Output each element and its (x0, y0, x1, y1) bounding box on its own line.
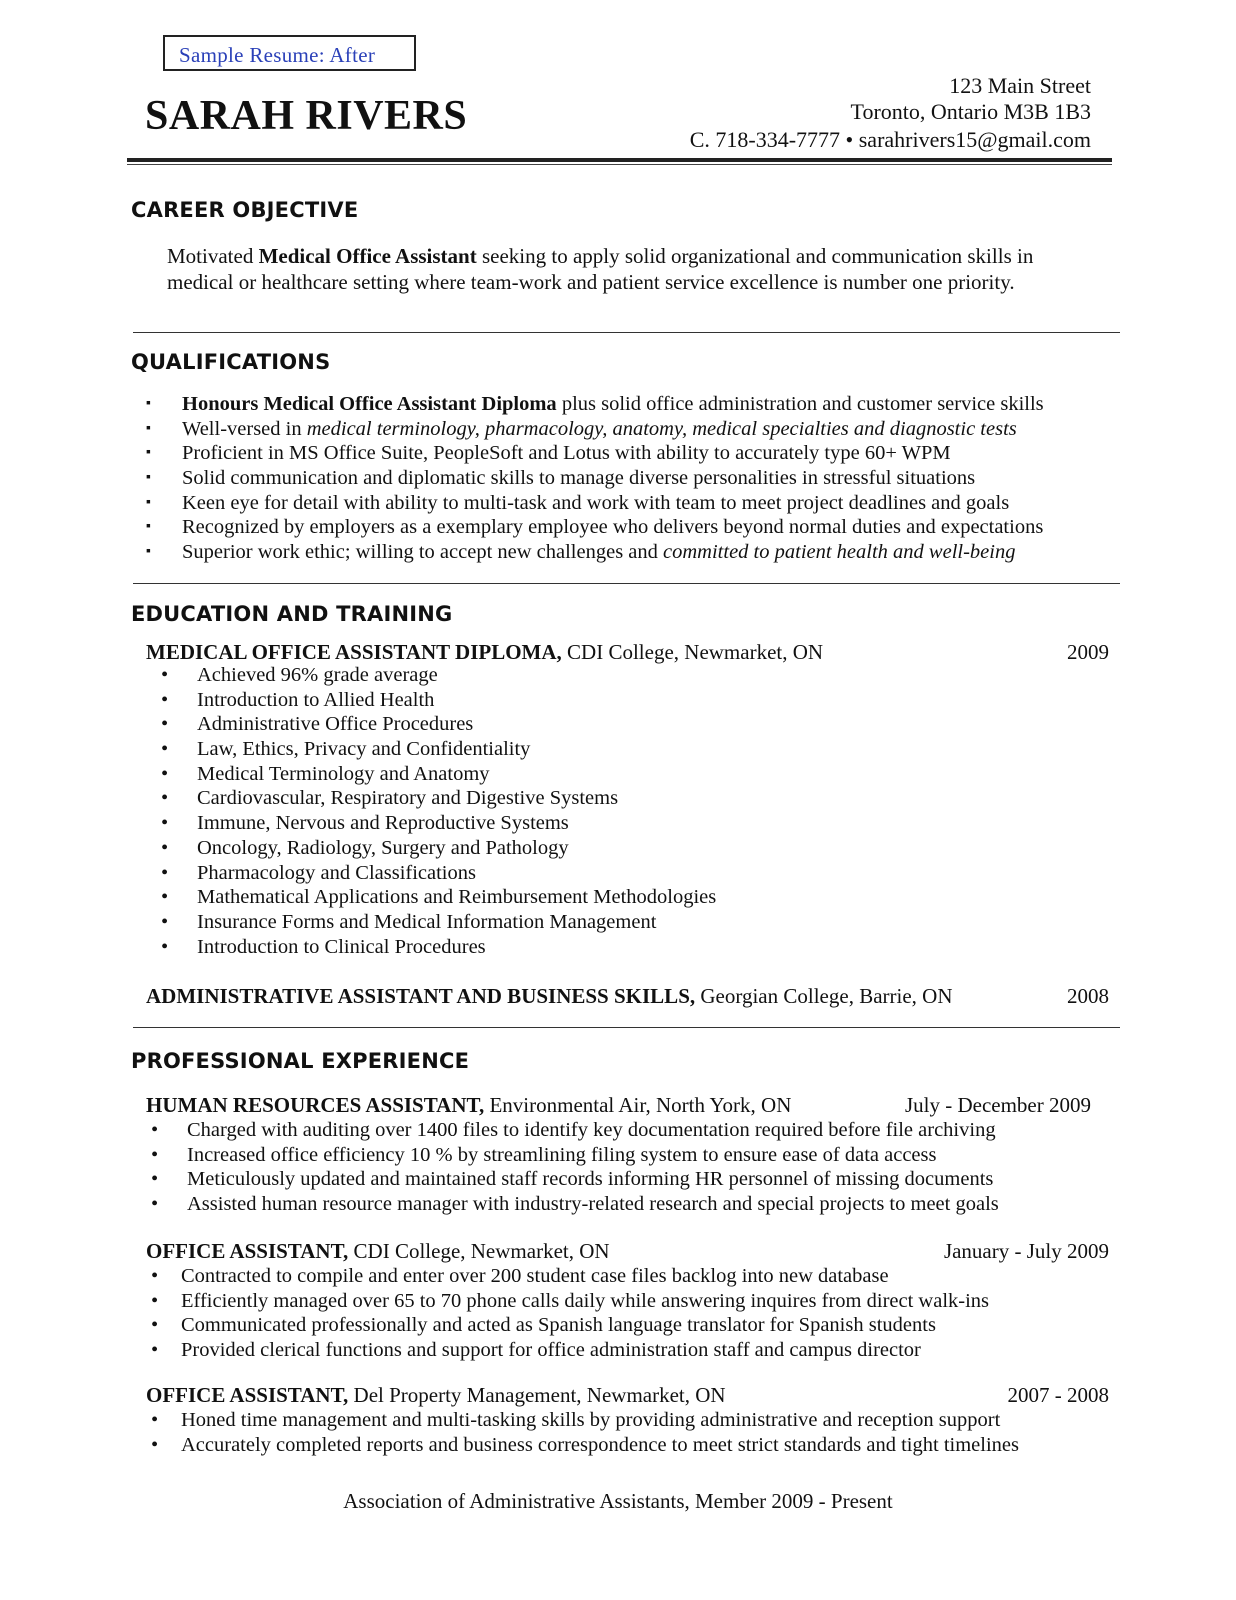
objective-line-2: medical or healthcare setting where team-work and patient service excellence is number one priority. (167, 270, 1015, 294)
education-degree: MEDICAL OFFICE ASSISTANT DIPLOMA, (146, 640, 562, 664)
square-bullet-icon: ▪ (146, 544, 151, 560)
objective-role: Medical Office Assistant (258, 244, 477, 268)
contact-info: C. 718-334-7777 • sarahrivers15@gmail.com (689, 127, 1091, 152)
section-heading-qualifications: QUALIFICATIONS (131, 350, 331, 374)
square-bullet-icon: ▪ (146, 470, 151, 486)
course-label: Pharmacology and Classifications (197, 861, 476, 884)
course-item (155, 811, 716, 836)
job-title: HUMAN RESOURCES ASSISTANT, (146, 1093, 485, 1117)
bullet-icon: • (151, 1289, 159, 1312)
bullet-icon: • (161, 861, 169, 884)
qualification-item (142, 515, 1044, 540)
course-item (155, 885, 716, 910)
course-label: Medical Terminology and Anatomy (197, 762, 490, 785)
qualification-item (142, 491, 1044, 516)
education-school: CDI College, Newmarket, ON (561, 640, 824, 664)
duty-item (148, 1289, 989, 1314)
qualification-bold: Honours Medical Office Assistant Diploma (182, 393, 557, 415)
qualification-italic: medical terminology, pharmacology, anatomy, medical specialties and diagnostic tests (306, 417, 1017, 440)
course-label: Mathematical Applications and Reimbursement Methodologies (197, 886, 717, 909)
duty-item (148, 1143, 999, 1168)
address-street: 123 Main Street (949, 73, 1091, 98)
section-heading-objective: CAREER OBJECTIVE (131, 198, 359, 222)
job-title: OFFICE ASSISTANT, (146, 1383, 349, 1407)
square-bullet-icon: ▪ (146, 519, 151, 535)
course-list (155, 663, 716, 959)
qualification-item (142, 417, 1044, 442)
course-item (155, 910, 716, 935)
qualification-item (142, 392, 1044, 417)
bullet-icon: • (161, 738, 169, 761)
duty-list (148, 1118, 999, 1217)
duty-item (148, 1118, 999, 1143)
bullet-icon: • (161, 688, 169, 711)
bullet-icon: • (161, 910, 169, 933)
qualification-item (142, 540, 1044, 565)
qualification-italic: committed to patient health and well-being (663, 541, 1016, 564)
course-label: Introduction to Clinical Procedures (197, 935, 486, 958)
duty-item (148, 1313, 989, 1338)
education-entry-title (146, 640, 823, 665)
course-label: Immune, Nervous and Reproductive Systems (197, 812, 569, 835)
bullet-icon: • (161, 762, 169, 785)
objective-line-1 (167, 243, 1033, 269)
bullet-icon: • (161, 787, 169, 810)
duty-label: Contracted to compile and enter over 200 student case files backlog into new database (181, 1265, 889, 1287)
duty-label: Meticulously updated and maintained staff records informing HR personnel of missing documents (187, 1168, 994, 1191)
qualification-item (142, 466, 1044, 491)
course-label: Law, Ethics, Privacy and Confidentiality (197, 738, 531, 761)
duty-item (148, 1264, 989, 1289)
duty-label: Provided clerical functions and support for office administration staff and campus director (181, 1339, 921, 1362)
duty-label: Accurately completed reports and business correspondence to meet strict standards and tight timelines (181, 1433, 1019, 1456)
bullet-icon: • (151, 1433, 159, 1456)
qualification-text: Proficient in MS Office Suite, PeopleSoft and Lotus with ability to accurately type 60+ WPM (182, 442, 951, 465)
bullet-icon: • (151, 1339, 159, 1362)
education-entry-title (146, 984, 953, 1009)
bullet-icon: • (161, 836, 169, 859)
bullet-icon: • (151, 1314, 159, 1337)
objective-prefix: Motivated (167, 244, 259, 268)
course-label: Insurance Forms and Medical Information Management (197, 910, 657, 933)
qualification-text: Recognized by employers as a exemplary employee who delivers beyond normal duties and expectations (182, 516, 1044, 539)
duty-label: Charged with auditing over 1400 files to identify key documentation required before file archiving (187, 1119, 996, 1141)
job-date: January - July 2009 (943, 1239, 1109, 1263)
duty-label: Communicated professionally and acted as Spanish language translator for Spanish students (181, 1314, 936, 1337)
education-date: 2009 (1067, 640, 1109, 664)
course-label: Cardiovascular, Respiratory and Digestive Systems (197, 787, 619, 810)
course-item (155, 861, 716, 886)
course-item (155, 836, 716, 861)
course-item (155, 762, 716, 787)
bullet-icon: • (151, 1193, 159, 1216)
duty-list (148, 1264, 989, 1363)
course-label: Oncology, Radiology, Surgery and Pathology (197, 836, 569, 859)
job-title-line (146, 1239, 610, 1264)
bullet-icon: • (161, 664, 169, 686)
section-divider (133, 332, 1120, 333)
address-city: Toronto, Ontario M3B 1B3 (850, 99, 1091, 124)
duty-item (148, 1167, 999, 1192)
duty-list (148, 1408, 1019, 1457)
duty-label: Increased office efficiency 10 % by streamlining filing system to ensure ease of data access (187, 1143, 937, 1166)
course-item (155, 786, 716, 811)
duty-item (148, 1408, 1019, 1433)
candidate-name: SARAH RIVERS (145, 93, 468, 139)
bullet-icon: • (161, 713, 169, 736)
sample-tag-label: Sample Resume: After (179, 43, 376, 67)
job-employer: Del Property Management, Newmarket, ON (348, 1383, 726, 1407)
bullet-icon: • (161, 886, 169, 909)
bullet-icon: • (151, 1265, 159, 1287)
bullet-icon: • (161, 935, 169, 958)
course-item (155, 737, 716, 762)
job-title: OFFICE ASSISTANT, (146, 1239, 349, 1263)
qualification-text: plus solid office administration and customer service skills (556, 393, 1044, 415)
course-label: Administrative Office Procedures (197, 713, 474, 736)
section-divider (133, 583, 1120, 584)
qualification-text: Well-versed in (182, 417, 307, 440)
job-date: 2007 - 2008 (1007, 1383, 1109, 1407)
job-title-line (146, 1383, 726, 1408)
course-item (155, 688, 716, 713)
header-rule-thick (127, 158, 1112, 162)
square-bullet-icon: ▪ (146, 494, 151, 510)
square-bullet-icon: ▪ (146, 420, 151, 436)
duty-label: Honed time management and multi-tasking skills by providing administrative and reception support (181, 1409, 1001, 1431)
job-employer: CDI College, Newmarket, ON (348, 1239, 610, 1263)
section-heading-experience: PROFESSIONAL EXPERIENCE (131, 1049, 470, 1073)
section-divider (133, 1027, 1120, 1028)
bullet-icon: • (151, 1119, 159, 1141)
membership-line: Association of Administrative Assistants, Member 2009 - Present (343, 1489, 893, 1513)
bullet-icon: • (151, 1143, 159, 1166)
duty-item (148, 1433, 1019, 1458)
course-label: Introduction to Allied Health (197, 688, 435, 711)
objective-line1-rest: seeking to apply solid organizational and communication skills in (476, 244, 1034, 268)
square-bullet-icon: ▪ (146, 396, 151, 411)
education-date: 2008 (1067, 984, 1109, 1008)
course-item (155, 935, 716, 960)
qualification-text: Solid communication and diplomatic skills to manage diverse personalities in stressful situations (182, 467, 976, 490)
job-title-line (146, 1093, 791, 1118)
education-school: Georgian College, Barrie, ON (695, 984, 953, 1008)
qualification-text: Keen eye for detail with ability to multi-task and work with team to meet project deadlines and goals (182, 491, 1010, 514)
course-item (155, 712, 716, 737)
qualification-item (142, 441, 1044, 466)
course-label: Achieved 96% grade average (197, 664, 438, 686)
job-date: July - December 2009 (904, 1093, 1091, 1117)
qualification-text: Superior work ethic; willing to accept new challenges and (182, 541, 664, 564)
education-degree: ADMINISTRATIVE ASSISTANT AND BUSINESS SKILLS, (146, 984, 696, 1008)
bullet-icon: • (151, 1168, 159, 1191)
header-rule-thin (127, 164, 1112, 165)
bullet-icon: • (151, 1409, 159, 1431)
square-bullet-icon: ▪ (146, 445, 151, 461)
duty-item (148, 1338, 989, 1363)
bullet-icon: • (161, 812, 169, 835)
course-item (155, 663, 716, 688)
duty-item (148, 1192, 999, 1217)
qualifications-list (142, 392, 1044, 565)
duty-label: Efficiently managed over 65 to 70 phone calls daily while answering inquires from direct walk-ins (181, 1289, 990, 1312)
section-heading-education: EDUCATION AND TRAINING (131, 602, 453, 626)
duty-label: Assisted human resource manager with industry-related research and special projects to meet goals (187, 1193, 999, 1216)
job-employer: Environmental Air, North York, ON (484, 1093, 792, 1117)
